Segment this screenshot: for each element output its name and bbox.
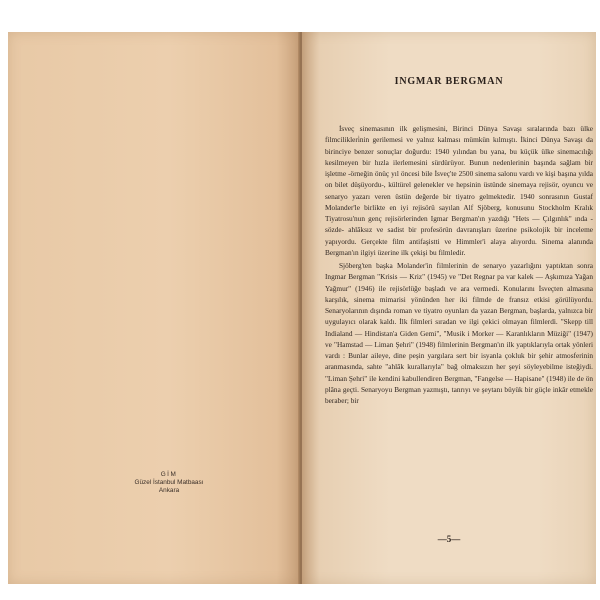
- imprint-printer: Güzel İstanbul Matbaası: [134, 479, 204, 486]
- left-page: [8, 32, 300, 584]
- page-number: —5—: [437, 534, 461, 544]
- paragraph: İsveç sinemasının ilk gelişmesini, Birinci Dünya Savaşı sıralarında bazı ülke filmcilikleri̇nin gerilemesi ve yalnız kalması mümkün kılmıştı. İkinci Dünya Savaşı da birinciye benzer sonuçlar doğurdu: 1940 yılından bu yana, bu küçük ülke sinemacılığı kesilmeyen bir hızla ilerlemesini sürdürüyor. Bunun nedenlerinin başında sağlam bir işletme -örneğin önüç yıl öncesi bile İsveç'te 2500 sinema salonu vardı ve kişi başına yılda on bilet düşüyordu-, kültürel gelenekler ve hepsinin üstünde sinemaya rejisör, oyuncu ve senaryo yazarı veren üstün değerde bir tiyatro gelmektedir. 1940 sonrasının Gustaf Molander'le birlikte en iyi rejisörü sayılan Alf Sjöberg, konusunu Stockholm Kralık Tiyatrosu'nun genç rejisörlerinden Igmar Bergman'ın yazdığı "Hets — Çılgınlık" ında -sözde- ahlâksız ve sadist bir profesörün davranışları üzerine psikolojik bir inceleme yapıyordu. Gerçekte film antifaşistti ve Himmler'i alaya alıyordu. Sinema alanında Bergman'ın ilgiyi üzerine ilk çekişi bu filmledir.: [325, 124, 593, 257]
- body-text: [325, 123, 593, 406]
- imprint-title: GİM: [160, 471, 178, 478]
- chapter-heading: INGMAR BERGMAN: [394, 76, 504, 87]
- imprint-city: Ankara: [158, 487, 180, 494]
- open-book: [8, 32, 596, 584]
- printer-imprint: [104, 471, 234, 495]
- paragraph: Sjöberg'ten başka Molander'in filmlerinin de senaryo yazarlığını yaptıktan sonra Ingmar Bergman "Krisis — Kriz" (1945) ve "Det Regnar pa var kalek — Aşkımıza Yağan Yağmur" (1946) ile rejisörlüğe başladı ve ara vermedi. Konularını İsveçten almasına karşılık, sinema mimarisi yönünden her iki filmde de fransız etkisi görülüyordu. Senaryolarının dışında roman ve tiyatro oyunları da yazan Bergman, başlarda, yalnızca bir uygulayıcı olarak kaldı. İlk filmleri sıradan ve ilgi çekici olmayan filmlerdi. "Skepp till Indialand — Hindistan'a Giden Gemi", "Musik i Morker — Karanlıkların Müziği" (1947) ve "Hamstad — Liman Şehri" (1948) filmlerinin Bergman'ın ilk yaptıklarıyla ortak yönleri vardı : Bunlar aileye, dine peşin yargılara sert bir isyanla çokluk bir şehir atmosferinin aranmasında, sahte "ahlâk kurallarıyla" bağ olmaksızın her şeyi söyleyebilme isteğiydi. "Liman Şehri" ile kendini kabullendiren Bergman, "Fangelse — Hapisane" (1948) ile de ön plâna geçti. Senaryoyu Bergman yazmıştı, tanrıyı ve şeytanı büyük bir güçle inkâr etmekle beraber; bir: [325, 261, 593, 405]
